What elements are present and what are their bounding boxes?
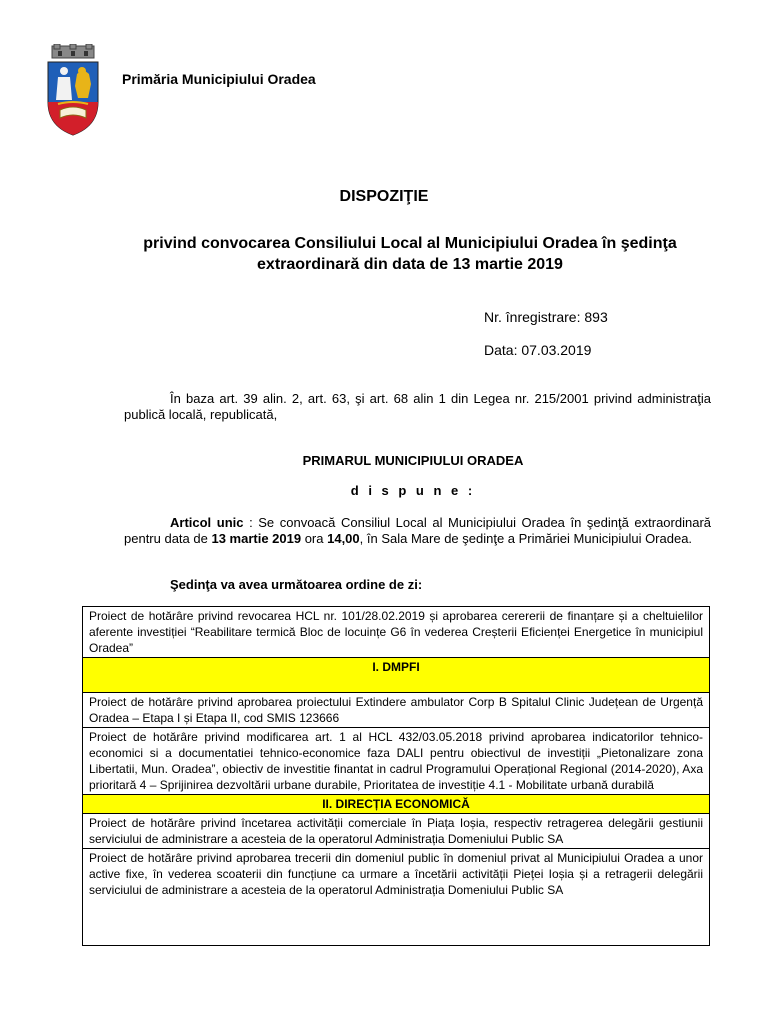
document-subtitle: privind convocarea Consiliului Local al Municipiului Oradea în şedinţa extraordinară din data de 13 martie 2019	[143, 235, 677, 273]
agenda-section-heading: II. DIRECȚIA ECONOMICĂ	[83, 795, 709, 814]
article-text-2: ora	[301, 531, 328, 546]
legal-basis-paragraph: În baza art. 39 alin. 2, art. 63, şi art. 68 alin 1 din Legea nr. 215/2001 privind administraţia publică locală, republicată,	[124, 391, 711, 422]
issuer-heading: PRIMARUL MUNICIPIULUI ORADEA	[302, 453, 524, 468]
agenda-item: Proiect de hotărâre privind revocarea HCL nr. 101/28.02.2019 și aprobarea cerererii de finanțare și a cheltuielilor aferente investiției “Reabilitare termică Bloc de locuințe G6 în vederea Creșterii Eficienței Energetice în municipiul Oradea”	[83, 607, 709, 658]
agenda-item: Proiect de hotărâre privind încetarea activității comerciale în Piața Ioșia, respectiv retragerea delegării gestiunii serviciului de administrare a acesteia de la operatorul Administrația Domeniului Public SA	[83, 814, 709, 849]
oradea-coat-of-arms	[44, 44, 102, 136]
agenda-item: Proiect de hotărâre privind modificarea art. 1 al HCL 432/03.05.2018 privind aprobarea indicatorilor tehnico-economici si a documentatiei tehnico-economice faza DALI pentru obiectivul de investiții „Pietonalizare zona Libertatii, Mun. Oradea”, obiectiv de investitie finantat in cadrul Programului Operațional Regional (2014-2020), Axa prioritară 4 – Sprijinirea dezvoltării urbane durabile, Prioritatea de investiție 4.1 - Mobilitate urbană durabilă	[83, 728, 709, 795]
decides-heading: d i s p u n e :	[350, 483, 476, 498]
meeting-date: 13 martie 2019	[211, 531, 302, 546]
registration-date: Data: 07.03.2019	[484, 342, 592, 358]
agenda-row	[83, 814, 709, 849]
agenda-section-row	[83, 658, 709, 693]
agenda-section-row	[83, 795, 709, 814]
agenda-title: Şedinţa va avea următoarea ordine de zi:	[170, 577, 423, 592]
institution-name: Primăria Municipiului Oradea	[122, 71, 316, 87]
article-text-1: : Se convoacă Consiliul Local al Municipiului Oradea în şedinţă extraordinară pentru data de	[124, 515, 711, 546]
agenda-row	[83, 849, 709, 900]
document-title: DISPOZIŢIE	[339, 188, 429, 205]
article-text-3: , în Sala Mare de şedinţe a Primăriei Municipiului Oradea.	[359, 531, 693, 546]
agenda-item: Proiect de hotărâre privind aprobarea proiectului Extindere ambulator Corp B Spitalul Clinic Județean de Urgență Oradea – Etapa I și Etapa II, cod SMIS 123666	[83, 693, 709, 728]
article-paragraph	[124, 515, 711, 547]
meeting-time: 14,00	[327, 531, 360, 546]
registration-number: Nr. înregistrare: 893	[484, 309, 608, 325]
agenda-row	[83, 728, 709, 795]
agenda-item: Proiect de hotărâre privind aprobarea trecerii din domeniul public în domeniul privat al Municipiului Oradea a unor active fixe, în vederea scoaterii din funcțiune ca urmare a încetării activității Pieței Ioșia și a retragerii delegării serviciului de administrare a acesteia de la operatorul Administrația Domeniului Public SA	[89, 851, 703, 897]
agenda-row	[83, 693, 709, 728]
article-label: Articol unic	[170, 515, 244, 530]
agenda-section-heading: I. DMPFI	[83, 658, 709, 693]
agenda-row	[83, 607, 709, 658]
agenda-table	[82, 606, 710, 946]
